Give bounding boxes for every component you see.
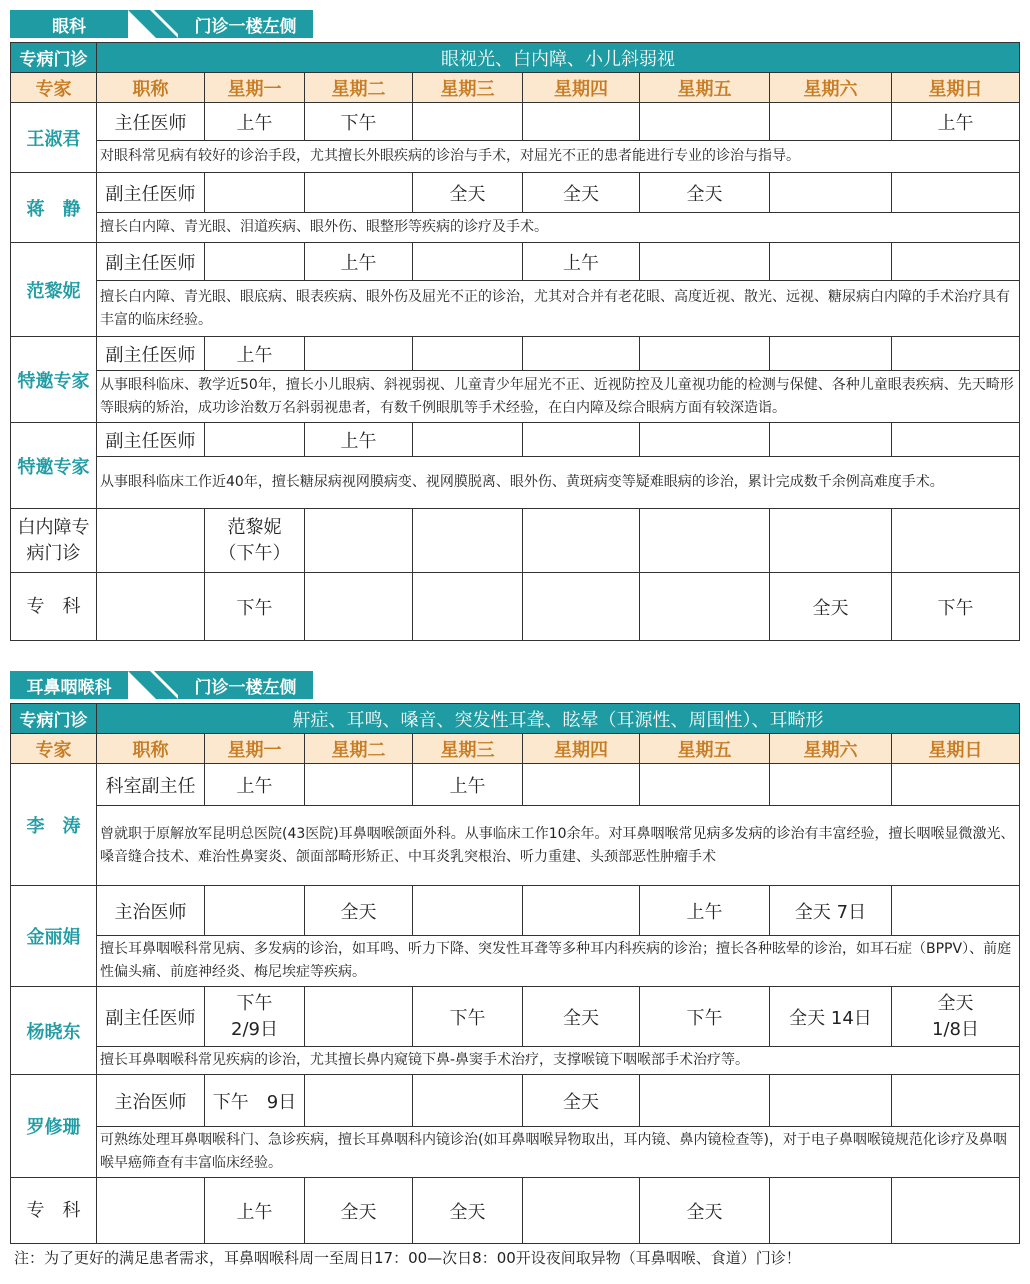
schedule-cell	[205, 987, 305, 1047]
doctor-title: 副主任医师	[97, 423, 205, 457]
doctor-desc-row	[11, 371, 1020, 423]
schedule-cell	[523, 573, 640, 641]
schedule-line: 下午	[236, 992, 273, 1014]
doctor-desc-row	[11, 457, 1020, 509]
eye-schedule-table	[10, 42, 1020, 641]
schedule-cell	[770, 173, 892, 213]
doctor-title: 主治医师	[97, 886, 205, 936]
header-cell: 星期三	[413, 734, 523, 764]
schedule-cell: 下午	[413, 987, 523, 1047]
schedule-cell	[413, 509, 523, 573]
header-cell: 星期三	[413, 73, 523, 103]
doctor-row	[11, 764, 1020, 806]
clinic-name-line: 病门诊	[26, 542, 81, 564]
schedule-cell: 下午	[305, 103, 413, 141]
schedule-cell	[892, 509, 1020, 573]
doctor-name: 特邀专家	[11, 337, 97, 423]
header-cell: 职称	[97, 73, 205, 103]
doctor-name: 蒋 静	[11, 173, 97, 243]
schedule-cell	[892, 987, 1020, 1047]
schedule-cell	[770, 337, 892, 371]
schedule-cell: 全天	[413, 173, 523, 213]
schedule-cell	[523, 1178, 640, 1244]
schedule-cell: 全天 7日	[770, 886, 892, 936]
schedule-cell	[305, 573, 413, 641]
schedule-cell: 上午	[305, 243, 413, 281]
schedule-cell: 全天	[523, 1075, 640, 1127]
ent-header-row	[11, 734, 1020, 764]
schedule-cell	[305, 987, 413, 1047]
schedule-cell	[205, 173, 305, 213]
doctor-title: 副主任医师	[97, 243, 205, 281]
doctor-name: 特邀专家	[11, 423, 97, 509]
eye-special-row	[11, 43, 1020, 73]
doctor-description: 擅长白内障、青光眼、眼底病、眼表疾病、眼外伤及屈光不正的诊治，尤其对合并有老花眼、高度近视、散光、远视、糖尿病白内障的手术治疗具有丰富的临床经验。	[97, 281, 1020, 337]
doctor-name: 金丽娟	[11, 886, 97, 987]
schedule-cell: 上午	[205, 764, 305, 806]
schedule-cell	[892, 764, 1020, 806]
schedule-cell: 上午	[305, 423, 413, 457]
doctor-name: 李 涛	[11, 764, 97, 886]
special-clinic-label: 专病门诊	[11, 704, 97, 734]
ent-dept-tab: 耳鼻咽喉科	[10, 671, 128, 699]
schedule-cell	[97, 573, 205, 641]
doctor-description: 从事眼科临床、教学近50年，擅长小儿眼病、斜视弱视、儿童青少年屈光不正、近视防控及儿童视功能的检测与保健、各种儿童眼表疾病、先天畸形等眼病的矫治，成功诊治数万名斜弱视患者，有数千例眼肌等手术经验，在白内障及综合眼病方面有较深造诣。	[97, 371, 1020, 423]
schedule-line: （下午）	[218, 542, 291, 564]
schedule-cell	[413, 243, 523, 281]
eye-section-header	[10, 10, 1019, 42]
doctor-row	[11, 173, 1020, 213]
doctor-name: 罗修珊	[11, 1075, 97, 1178]
schedule-cell: 全天 14日	[770, 987, 892, 1047]
header-cell: 星期日	[892, 73, 1020, 103]
schedule-cell	[205, 886, 305, 936]
schedule-cell	[305, 764, 413, 806]
doctor-row	[11, 103, 1020, 141]
schedule-cell	[413, 337, 523, 371]
ent-section	[10, 671, 1019, 1244]
schedule-cell	[640, 337, 770, 371]
header-cell: 星期二	[305, 734, 413, 764]
ent-schedule-table	[10, 703, 1020, 1244]
schedule-cell	[413, 423, 523, 457]
doctor-title: 副主任医师	[97, 173, 205, 213]
header-cell: 星期四	[523, 734, 640, 764]
schedule-cell	[640, 103, 770, 141]
schedule-cell	[413, 1075, 523, 1127]
schedule-cell: 全天	[770, 573, 892, 641]
special-clinic-title: 眼视光、白内障、小儿斜弱视	[97, 43, 1020, 73]
header-cell: 星期五	[640, 734, 770, 764]
schedule-cell	[640, 573, 770, 641]
schedule-cell	[640, 764, 770, 806]
doctor-row	[11, 243, 1020, 281]
eye-dept-tab: 眼科	[10, 10, 128, 38]
schedule-cell: 下午	[205, 573, 305, 641]
doctor-row	[11, 337, 1020, 371]
schedule-line: 全天	[937, 992, 974, 1014]
schedule-cell	[640, 423, 770, 457]
schedule-cell	[892, 1178, 1020, 1244]
special-clinic-title: 鼾症、耳鸣、嗓音、突发性耳聋、眩晕（耳源性、周围性）、耳畸形	[97, 704, 1020, 734]
schedule-cell	[640, 243, 770, 281]
schedule-cell	[305, 509, 413, 573]
doctor-desc-row	[11, 1127, 1020, 1178]
doctor-title: 副主任医师	[97, 337, 205, 371]
schedule-cell: 下午	[892, 573, 1020, 641]
schedule-cell	[770, 509, 892, 573]
doctor-description: 擅长耳鼻咽喉科常见病、多发病的诊治，如耳鸣、听力下降、突发性耳聋等多种耳内科疾病的诊治；擅长各种眩晕的诊治，如耳石症（BPPV）、前庭性偏头痛、前庭神经炎、梅尼埃症等疾病。	[97, 936, 1020, 987]
schedule-cell: 上午	[205, 103, 305, 141]
doctor-row	[11, 886, 1020, 936]
schedule-cell	[305, 337, 413, 371]
ent-section-header	[10, 671, 1019, 703]
schedule-cell	[305, 173, 413, 213]
doctor-name: 范黎妮	[11, 243, 97, 337]
header-cell: 星期一	[205, 73, 305, 103]
eye-section	[10, 10, 1019, 641]
schedule-line: 范黎妮	[227, 516, 282, 538]
doctor-description: 擅长白内障、青光眼、泪道疾病、眼外伤、眼整形等疾病的诊疗及手术。	[97, 213, 1020, 243]
doctor-desc-row	[11, 1047, 1020, 1075]
schedule-cell	[892, 337, 1020, 371]
doctor-title: 副主任医师	[97, 987, 205, 1047]
schedule-cell: 上午	[413, 764, 523, 806]
schedule-cell	[205, 509, 305, 573]
doctor-title: 主任医师	[97, 103, 205, 141]
schedule-cell	[770, 1075, 892, 1127]
header-cell: 星期一	[205, 734, 305, 764]
schedule-cell	[413, 886, 523, 936]
schedule-cell: 全天	[640, 1178, 770, 1244]
doctor-desc-row	[11, 213, 1020, 243]
schedule-cell: 上午	[640, 886, 770, 936]
schedule-cell	[523, 764, 640, 806]
clinic-row	[11, 1178, 1020, 1244]
clinic-row	[11, 573, 1020, 641]
schedule-cell	[97, 509, 205, 573]
clinic-name: 专 科	[11, 1178, 97, 1244]
clinic-row	[11, 509, 1020, 573]
schedule-cell	[523, 509, 640, 573]
schedule-cell: 全天	[640, 173, 770, 213]
schedule-cell	[523, 337, 640, 371]
doctor-description: 对眼科常见病有较好的诊治手段，尤其擅长外眼疾病的诊治与手术，对屈光不正的患者能进行专业的诊治与指导。	[97, 141, 1020, 173]
header-cell: 职称	[97, 734, 205, 764]
eye-location-tab: 门诊一楼左侧	[178, 10, 313, 38]
header-cell: 星期六	[770, 734, 892, 764]
doctor-name: 杨晓东	[11, 987, 97, 1075]
schedule-cell	[892, 1075, 1020, 1127]
schedule-cell: 全天	[523, 173, 640, 213]
footer-note: 注：为了更好的满足患者需求，耳鼻咽喉科周一至周日17：00—次日8：00开设夜间取异物（耳鼻咽喉、食道）门诊！	[14, 1249, 801, 1267]
header-cell: 星期二	[305, 73, 413, 103]
header-cell: 星期四	[523, 73, 640, 103]
doctor-row	[11, 987, 1020, 1047]
schedule-cell: 下午	[640, 987, 770, 1047]
special-clinic-label: 专病门诊	[11, 43, 97, 73]
header-cell: 星期五	[640, 73, 770, 103]
schedule-cell	[640, 1075, 770, 1127]
schedule-cell	[205, 243, 305, 281]
doctor-desc-row	[11, 141, 1020, 173]
schedule-cell: 全天	[523, 987, 640, 1047]
doctor-row	[11, 423, 1020, 457]
schedule-cell: 上午	[892, 103, 1020, 141]
schedule-cell	[305, 1075, 413, 1127]
doctor-description: 擅长耳鼻咽喉科常见疾病的诊治，尤其擅长鼻内窥镜下鼻-鼻窦手术治疗，支撑喉镜下咽喉部手术治疗等。	[97, 1047, 1020, 1075]
schedule-cell	[413, 573, 523, 641]
schedule-cell: 全天	[305, 886, 413, 936]
clinic-name-line: 白内障专	[17, 516, 90, 538]
schedule-cell	[770, 243, 892, 281]
schedule-cell	[97, 1178, 205, 1244]
ent-special-row	[11, 704, 1020, 734]
header-cell: 专家	[11, 73, 97, 103]
doctor-name: 王淑君	[11, 103, 97, 173]
doctor-description: 可熟练处理耳鼻咽喉科门、急诊疾病，擅长耳鼻咽科内镜诊治(如耳鼻咽喉异物取出，耳内镜、鼻内镜检查等)，对于电子鼻咽喉镜规范化诊疗及鼻咽喉早癌筛查有丰富临床经验。	[97, 1127, 1020, 1178]
header-cell: 星期日	[892, 734, 1020, 764]
schedule-cell: 全天	[305, 1178, 413, 1244]
schedule-cell: 上午	[205, 1178, 305, 1244]
schedule-cell: 上午	[205, 337, 305, 371]
schedule-cell	[770, 764, 892, 806]
doctor-title: 主治医师	[97, 1075, 205, 1127]
schedule-cell	[770, 103, 892, 141]
eye-header-row	[11, 73, 1020, 103]
schedule-cell: 全天	[413, 1178, 523, 1244]
header-cell: 专家	[11, 734, 97, 764]
schedule-cell: 下午 9日	[205, 1075, 305, 1127]
doctor-row	[11, 1075, 1020, 1127]
schedule-cell	[523, 423, 640, 457]
schedule-line: 2/9日	[231, 1018, 278, 1040]
doctor-description: 曾就职于原解放军昆明总医院(43医院)耳鼻咽喉颌面外科。从事临床工作10余年。对耳鼻咽喉常见病多发病的诊治有丰富经验，擅长咽喉显微激光、嗓音缝合技术、难治性鼻窦炎、颌面部畸形矫正、中耳炎乳突根治、听力重建、头颈部恶性肿瘤手术	[97, 806, 1020, 886]
schedule-cell	[205, 423, 305, 457]
schedule-cell	[892, 886, 1020, 936]
header-cell: 星期六	[770, 73, 892, 103]
doctor-desc-row	[11, 806, 1020, 886]
schedule-cell	[892, 423, 1020, 457]
doctor-desc-row	[11, 936, 1020, 987]
ent-location-tab: 门诊一楼左侧	[178, 671, 313, 699]
schedule-line: 1/8日	[932, 1018, 979, 1040]
schedule-cell	[770, 1178, 892, 1244]
schedule-cell	[892, 173, 1020, 213]
clinic-name	[11, 509, 97, 573]
schedule-cell: 上午	[523, 243, 640, 281]
schedule-cell	[640, 509, 770, 573]
doctor-desc-row	[11, 281, 1020, 337]
doctor-description: 从事眼科临床工作近40年，擅长糖尿病视网膜病变、视网膜脱离、眼外伤、黄斑病变等疑难眼病的诊治，累计完成数千余例高难度手术。	[97, 457, 1020, 509]
schedule-cell	[413, 103, 523, 141]
doctor-title: 科室副主任	[97, 764, 205, 806]
schedule-cell	[892, 243, 1020, 281]
clinic-name: 专 科	[11, 573, 97, 641]
schedule-cell	[770, 423, 892, 457]
schedule-cell	[523, 103, 640, 141]
schedule-cell	[523, 886, 640, 936]
